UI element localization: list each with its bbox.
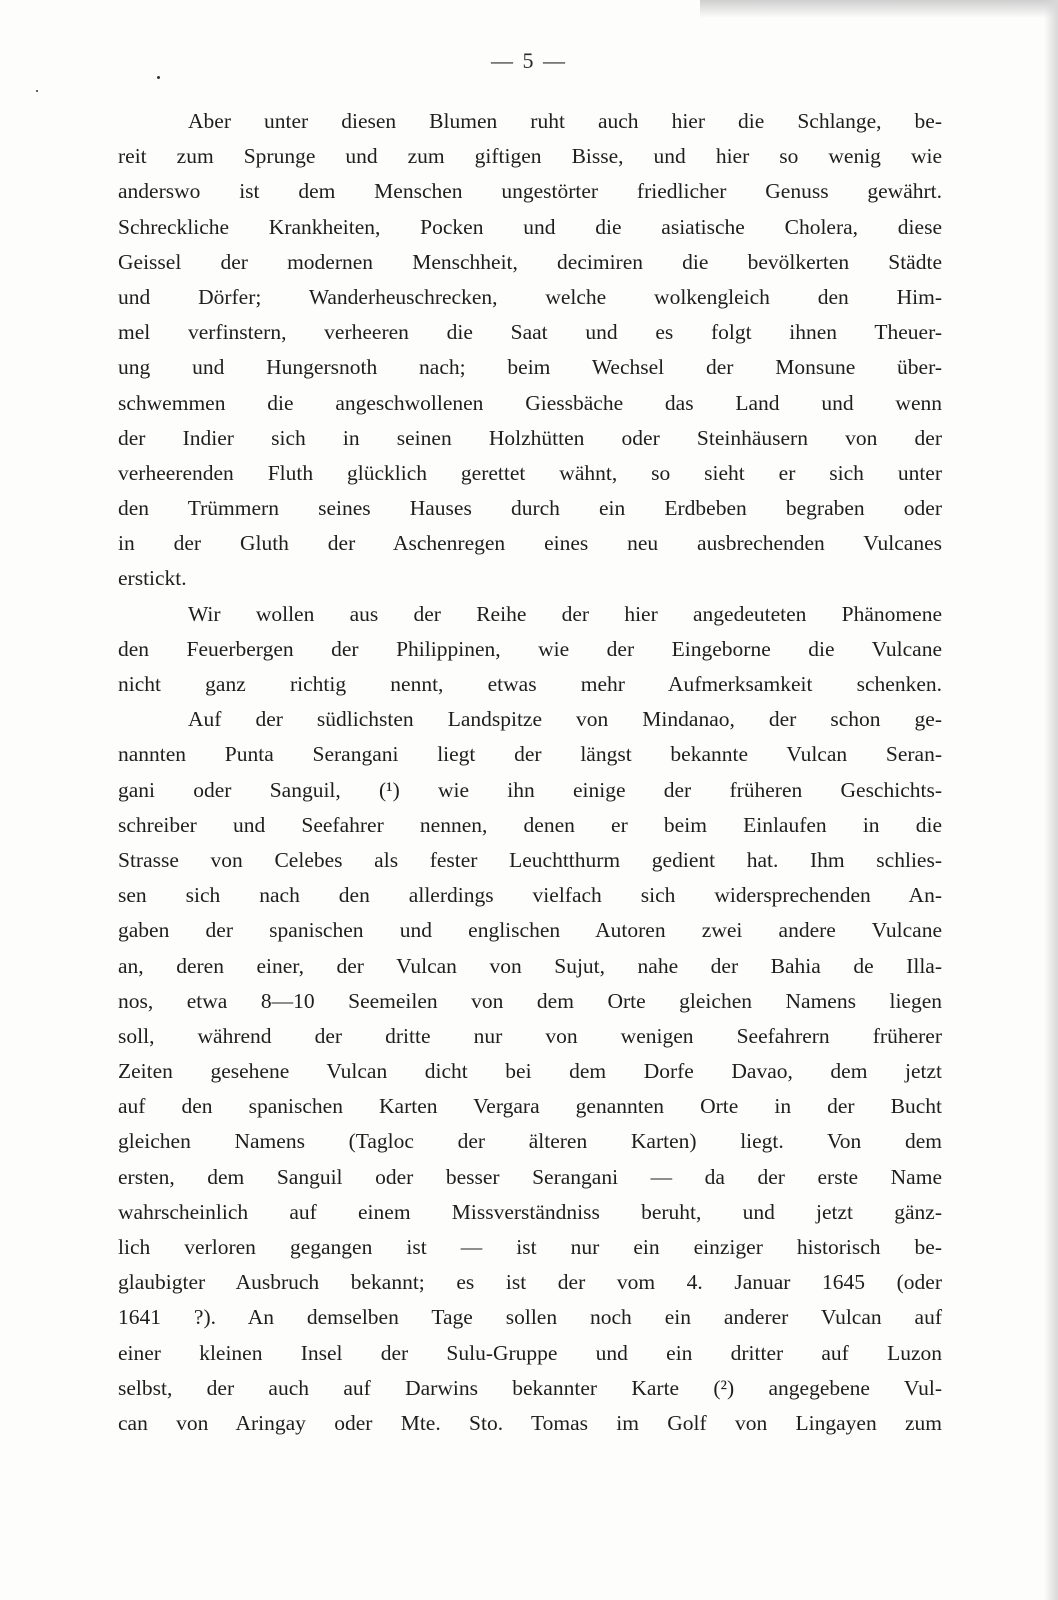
text-line: in der Gluth der Aschenregen eines neu ausbrechenden Vulcanes bbox=[118, 531, 942, 556]
text-line: den Feuerbergen der Philippinen, wie der Eingeborne die Vulcane bbox=[118, 636, 942, 661]
ink-speck bbox=[157, 76, 160, 79]
text-line: und Dörfer; Wanderheuschrecken, welche wolkengleich den Him- bbox=[118, 284, 942, 309]
scan-shadow-right bbox=[1044, 0, 1058, 1600]
text-line: Zeiten gesehene Vulcan dicht bei dem Dorfe Davao, dem jetzt bbox=[118, 1059, 942, 1084]
text-line: gleichen Namens (Tagloc der älteren Karten) liegt. Von dem bbox=[118, 1129, 942, 1154]
text-line: einer kleinen Insel der Sulu-Gruppe und ein dritter auf Luzon bbox=[118, 1340, 942, 1365]
text-line: schwemmen die angeschwollenen Giessbäche das Land und wenn bbox=[118, 390, 942, 415]
scan-shadow-top bbox=[700, 0, 1058, 18]
text-line: Wir wollen aus der Reihe der hier angedeuteten Phänomene bbox=[188, 601, 942, 626]
text-line: den Trümmern seines Hauses durch ein Erdbeben begraben oder bbox=[118, 496, 942, 521]
text-line: soll, während der dritte nur von wenigen Seefahrern früherer bbox=[118, 1023, 942, 1048]
text-line: schreiber und Seefahrer nennen, denen er beim Einlaufen in die bbox=[118, 812, 942, 837]
text-line: auf den spanischen Karten Vergara genannten Orte in der Bucht bbox=[118, 1094, 942, 1119]
text-line: lich verloren gegangen ist — ist nur ein einziger historisch be- bbox=[118, 1235, 942, 1259]
text-line: 1641 ?). An demselben Tage sollen noch ein anderer Vulcan auf bbox=[118, 1305, 942, 1330]
text-line: anderswo ist dem Menschen ungestörter friedlicher Genuss gewährt. bbox=[118, 179, 942, 204]
text-line: mel verfinstern, verheeren die Saat und es folgt ihnen Theuer- bbox=[118, 320, 942, 345]
text-line: Geissel der modernen Menschheit, decimiren die bevölkerten Städte bbox=[118, 249, 942, 274]
text-line: nannten Punta Serangani liegt der längst bekannte Vulcan Seran- bbox=[118, 742, 942, 767]
text-line: verheerenden Fluth glücklich gerettet wähnt, so sieht er sich unter bbox=[118, 460, 942, 485]
text-line: gani oder Sanguil, (¹) wie ihn einige der früheren Geschichts- bbox=[118, 777, 942, 802]
text-line: glaubigter Ausbruch bekannt; es ist der vom 4. Januar 1645 (oder bbox=[118, 1270, 942, 1295]
text-line: an, deren einer, der Vulcan von Sujut, nahe der Bahia de Illa- bbox=[118, 953, 942, 978]
text-line: selbst, der auch auf Darwins bekannter Karte (²) angegebene Vul- bbox=[118, 1375, 942, 1400]
text-line: nicht ganz richtig nennt, etwas mehr Aufmerksamkeit schenken. bbox=[118, 672, 942, 696]
text-line: Strasse von Celebes als fester Leuchtthurm gedient hat. Ihm schlies- bbox=[118, 847, 942, 872]
page-number: — 5 — bbox=[491, 48, 567, 73]
text-line: wahrscheinlich auf einem Missverständniss beruht, und jetzt gänz- bbox=[118, 1199, 942, 1224]
ink-speck bbox=[36, 90, 38, 92]
text-line: gaben der spanischen und englischen Autoren zwei andere Vulcane bbox=[118, 918, 942, 943]
text-line: der Indier sich in seinen Holzhütten oder Steinhäusern von der bbox=[118, 425, 942, 450]
text-line: nos, etwa 8—10 Seemeilen von dem Orte gleichen Namens liegen bbox=[118, 988, 942, 1013]
text-line: Schreckliche Krankheiten, Pocken und die asiatische Cholera, diese bbox=[118, 214, 942, 239]
text-line: erstickt. bbox=[118, 566, 187, 591]
text-line: ersten, dem Sanguil oder besser Serangani — da der erste Name bbox=[118, 1164, 942, 1189]
text-line: reit zum Sprunge und zum giftigen Bisse, und hier so wenig wie bbox=[118, 144, 942, 169]
text-line: Auf der südlichsten Landspitze von Mindanao, der schon ge- bbox=[188, 707, 942, 732]
text-line: sen sich nach den allerdings vielfach sich widersprechenden An- bbox=[118, 883, 942, 908]
text-line: can von Aringay oder Mte. Sto. Tomas im Golf von Lingayen zum bbox=[118, 1410, 942, 1435]
body-text bbox=[118, 104, 942, 1441]
text-line: ung und Hungersnoth nach; beim Wechsel der Monsune über- bbox=[118, 355, 942, 380]
text-line: Aber unter diesen Blumen ruht auch hier die Schlange, be- bbox=[188, 109, 942, 133]
